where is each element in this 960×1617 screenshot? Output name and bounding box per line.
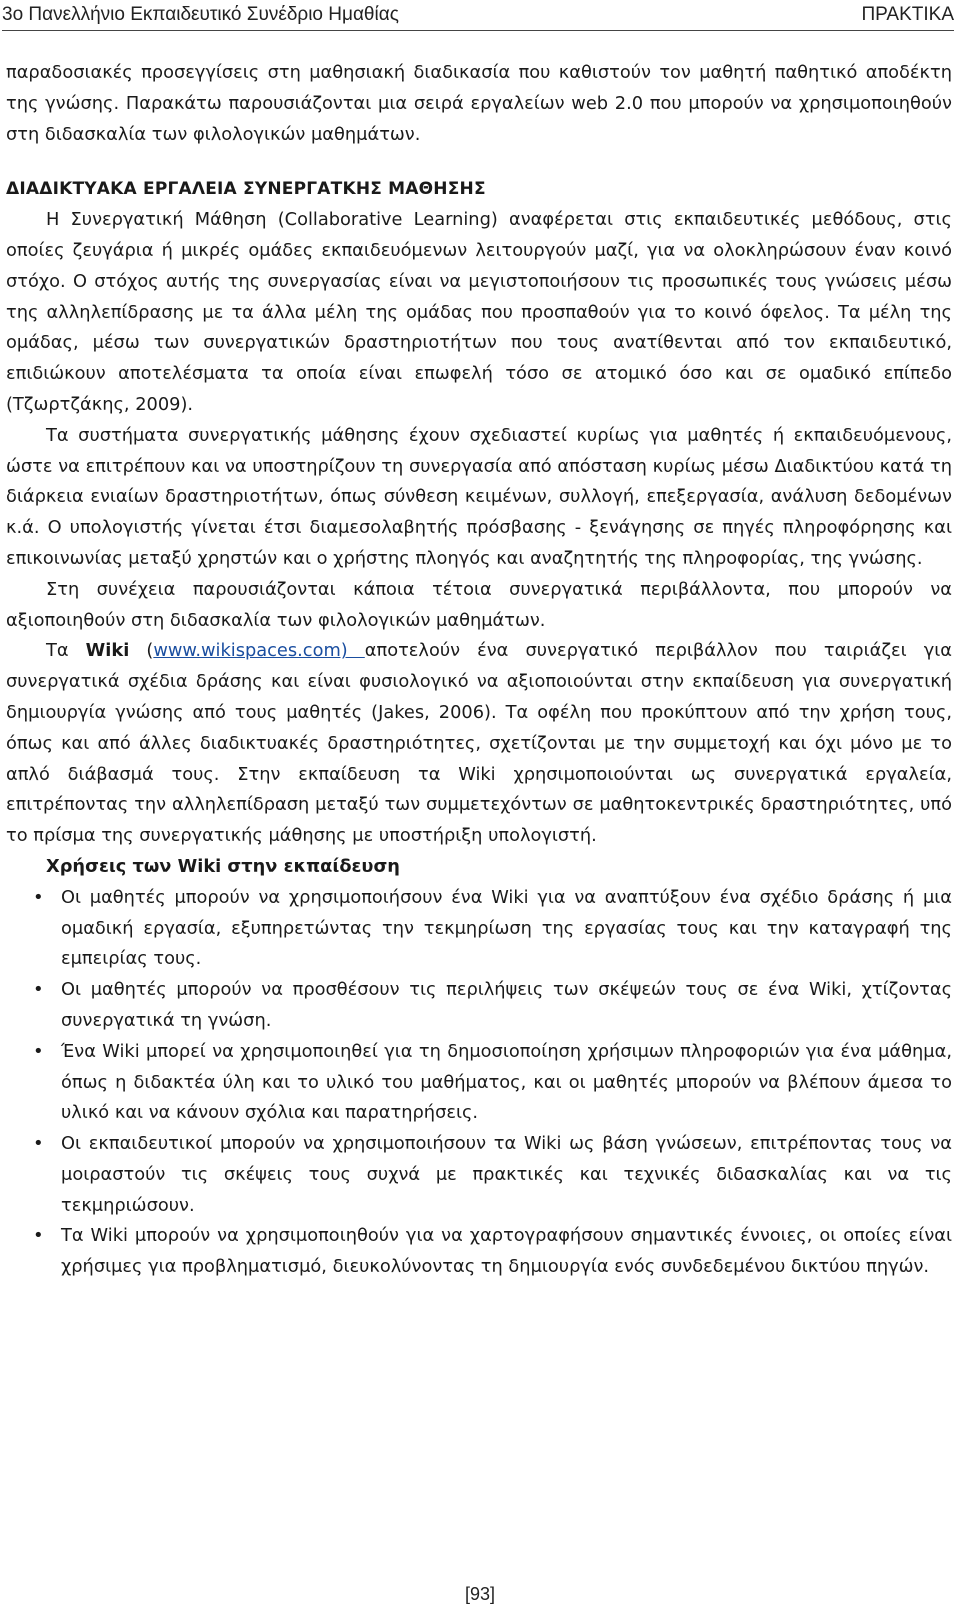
uses-heading: Χρήσεις των Wiki στην εκπαίδευση (46, 855, 400, 877)
paragraph-collaborative-learning: Η Συνεργατική Μάθηση (Collaborative Learning) αναφέρεται στις εκπαιδευτικές μεθόδους, στις οποίες ζευγάρια ή μικρές ομάδες εκπαιδευόμενων λειτουργούν μαζί, για να ολοκληρώσουν έναν κοινό στόχο. Ο στόχος αυτής της συνεργασίας είναι να μεγιστοποιήσουν τις προσωπικές τους γνώσεις μέσω της αλληλεπίδρασης με τα άλλα μέλη της ομάδας που προσπαθούν για το κοινό όφελος. Τα μέλη της ομάδας, μέσω των συνεργατικών δραστηριοτήτων που τους ανατίθενται από τον εκπαιδευτικό, επιδιώκουν αποτελέσματα τα οποία είναι επωφελή τόσο σε ατομικό όσο και σε ομαδικό επίπεδο (Τζωρτζάκης, 2009). (6, 209, 952, 415)
conference-title: 3ο Πανελλήνιο Εκπαιδευτικό Συνέδριο Ημαθίας (2, 4, 399, 25)
list-item: • Οι εκπαιδευτικοί μπορούν να χρησιμοποιήσουν τα Wiki ως βάση γνώσεων, επιτρέποντας τους να μοιραστούν τις σκέψεις τους συχνά με πρακτικές και τεχνικές διδασκαλίας και να τις τεκμηριώσουν. (61, 1129, 952, 1221)
list-item: • Ένα Wiki μπορεί να χρησιμοποιηθεί για τη δημοσιοποίηση χρήσιμων πληροφοριών για ένα μάθημα, όπως η διδακτέα ύλη και το υλικό του μαθήματος, και οι μαθητές μπορούν να βλέπουν άμεσα το υλικό και να κάνουν σχόλια και παρατηρήσεις. (61, 1037, 952, 1129)
page-number: [93] (464, 1584, 496, 1604)
list-item: • Οι μαθητές μπορούν να χρησιμοποιήσουν ένα Wiki για να αναπτύξουν ένα σχέδιο δράσης ή μια ομαδική εργασία, εξυπηρετώντας την τεκμηρίωση της εργασίας τους και την καταγραφή της εμπειρίας τους. (61, 883, 952, 975)
page-header (2, 0, 954, 31)
wiki-prefix: Τα (46, 640, 86, 662)
proceedings-label: ΠΡΑΚΤΙΚΑ (861, 4, 954, 25)
paragraph-systems: Τα συστήματα συνεργατικής μάθησης έχουν σχεδιαστεί κυρίως για μαθητές ή εκπαιδευόμενους, ώστε να επιτρέπουν και να υποστηρίζουν τη συνεργασία από απόσταση κυρίως μέσω Διαδικτύου κατά τη διάρκεια ενιαίων δραστηριοτήτων, όπως σύνθεση κειμένων, συλλογή, επεξεργασία, ανάλυση δεδομένων κ.ά. Ο υπολογιστής γίνεται έτσι διαμεσολαβητής πρόσβασης - ξενάγησης σε πηγές πληροφόρησης και επικοινωνίας μεταξύ χρηστών και ο χρήστης πλοηγός και αναζητητής της πληροφορίας, της γνώσης. (6, 424, 952, 569)
list-item: • Τα Wiki μπορούν να χρησιμοποιηθούν για να χαρτογραφήσουν σημαντικές έννοιες, οι οποίες είναι χρήσιμες για προβληματισμό, διευκολύνοντας τη δημιουργία ενός συνδεδεμένου δικτύου πηγών. (61, 1221, 952, 1283)
wikispaces-link[interactable]: www.wikispaces.com) (153, 640, 365, 662)
intro-paragraph: παραδοσιακές προσεγγίσεις στη μαθησιακή διαδικασία που καθιστούν τον μαθητή παθητικό αποδέκτη της γνώσης. Παρακάτω παρουσιάζονται μια σειρά εργαλείων web 2.0 που μπορούν να χρησιμοποιηθούν στη διδασκαλία των φιλολογικών μαθημάτων. (6, 62, 952, 145)
wiki-text: αποτελούν ένα συνεργατικό περιβάλλον που ταιριάζει για συνεργατικά σχέδια δράσης και είναι φυσιολογικό να αξιοποιούνται στην εκπαίδευση για συνεργατική δημιουργία γνώσης από τους μαθητές (Jakes, 2006). Τα οφέλη που προκύπτουν από την χρήση τους, όπως και από άλλες διαδικτυακές δραστηριότητες, σχετίζονται με την συμμετοχή και όχι μόνο με το απλό διάβασμά τους. Στην εκπαίδευση τα Wiki χρησιμοποιούνται ως συνεργατικά εργαλεία, επιτρέποντας την αλληλεπίδραση μεταξύ των συμμετεχόντων σε μαθητοκεντρικές δραστηριότητες, υπό το πρίσμα της συνεργατικής μάθησης με υποστήριξη υπολογιστή. (6, 640, 952, 847)
wiki-paren: ( (129, 640, 154, 662)
section-heading: ΔΙΑΔΙΚΤΥΑΚΑ ΕΡΓΑΛΕΙΑ ΣΥΝΕΡΓΑΤΚΗΣ ΜΑΘΗΣΗΣ (6, 179, 486, 200)
page-body (6, 58, 952, 1283)
wiki-term: Wiki (85, 640, 130, 662)
uses-list (6, 883, 952, 1283)
paragraph-environments: Στη συνέχεια παρουσιάζονται κάποια τέτοια συνεργατικά περιβάλλοντα, που μπορούν να αξιοποιηθούν στη διδασκαλία των φιλολογικών μαθημάτων. (6, 578, 952, 631)
list-item: • Οι μαθητές μπορούν να προσθέσουν τις περιλήψεις των σκέψεών τους σε ένα Wiki, χτίζοντας συνεργατικά τη γνώση. (61, 975, 952, 1037)
paragraph-wiki (6, 636, 952, 852)
